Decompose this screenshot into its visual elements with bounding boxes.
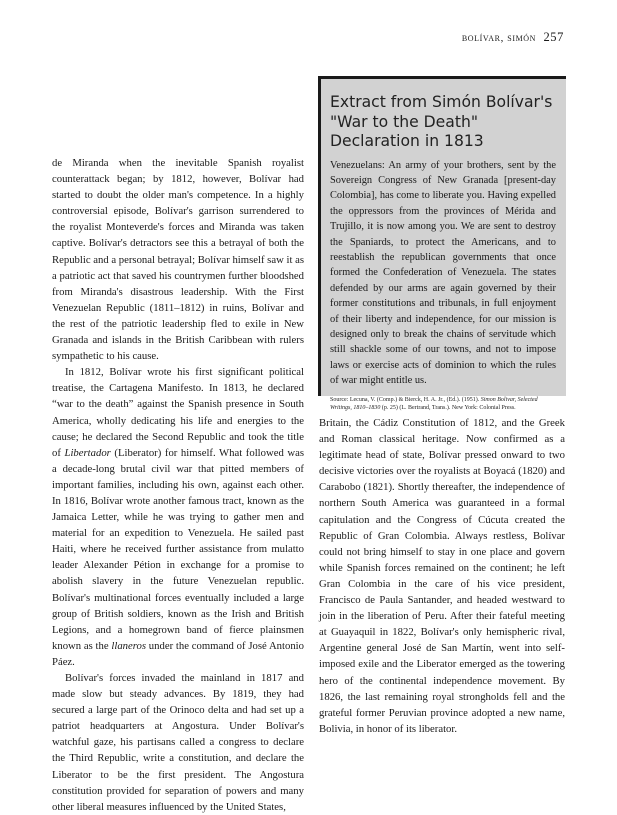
text-run: (Liberator) for himself. What followed was a decade-long brutal civil war that pitted members of important families, including his own, against each other. In 1816, Bolívar wrote another famous tract, known as the Jamaica Letter, while he was trying to gather men and material for an expedition to Venezuela. He sailed past Haiti, where he received further assistance from mulatto leader Alexander Pétion in exchange for a promise to abolish slavery in the future Venezuelan republic. Bolívar's multinational forces eventually included a large group of British soldiers, known as the Irish and British Legions, and a homegrown band of fierce plainsmen known as the — [52, 446, 304, 652]
right-column — [319, 415, 565, 737]
sidebar-body: Venezuelans: An army of your brothers, sent by the Sovereign Congress of New Granada [present-day Colombia], has come to liberate you. Having expelled the oppressors from the provinces of Mérida and Trujillo, it is now among you. We are sent to destroy the Spaniards, to protect the Americans, and to reestablish the republican governments that once formed the Confederation of Venezuela. The states defended by our arms are again governed by their former constitutions and tribunals, in full enjoyment of their liberty and independence, for our mission is designed only to break the chains of servitude which still shackle some of our towns, and not to impose laws or exercise acts of dominion to which the rules of war might entitle us. — [330, 159, 556, 387]
extract-sidebar — [318, 76, 566, 412]
text-run: under the command of José Antonio Páez. — [52, 639, 304, 668]
paragraph: de Miranda when the inevitable Spanish royalist counterattack began; by 1812, however, Bolívar had started to doubt the older man's competence. In a highly controversial episode, Bolívar's garrison surrendered to the royalist Monteverde's forces and Miranda was taken captive. Bolívar's detractors see this a betrayal of both the Republic and a personal betrayal; Bolívar himself saw it as a patriotic act that saved his countrymen further bloodshed from Miranda's disastrous leadership. With the First Venezuelan Republic (1811–1812) in ruins, Bolívar and the rest of the patriotic leadership fled to exile in New Granada and islands in the British Caribbean with rulers sympathetic to his cause. — [52, 157, 304, 363]
italic-term: Libertador — [64, 446, 111, 459]
text-run: In 1812, Bolívar wrote his first significant political treatise, the Cartagena Manifesto. In 1813, he declared “war to the death” against the Spanish presence in South America, wholly dedicating his life and energies to the cause; he declared the Second Republic and took the title of — [52, 366, 304, 459]
source-citation-end: (p. 25) (L. Bertrand, Trans.). New York: Colonial Press. — [380, 405, 516, 412]
sidebar-source — [330, 396, 556, 413]
running-header — [462, 30, 564, 45]
paragraph — [52, 364, 304, 670]
paragraph: Britain, the Cádiz Constitution of 1812, and the Greek and Roman classical heritage. Now confirmed as a legitimate head of state, Bolívar pressed onward to two decisive victories over the royalists at Boyacá (1820) and Carabobo (1821). Shortly thereafter, the independence of northern South America was guaranteed in a formal capitulation and the Congress of Cúcuta created the Republic of Gran Colombia. Always restless, Bolívar could not bring himself to stay in one place and govern while Spanish forces remained on the continent; he left Gran Colombia in the care of his vice president, Francisco de Paula Santander, and headed westward to join in the liberation of Peru. After their fateful meeting at Guayaquil in 1822, Bolívar's only hemispheric rival, Argentine general José de San Martín, went into self-imposed exile and the Liberator emerged as the towering hero of the continental independence movement. By 1826, the last remaining royal strongholds fell and the grateful former Peruvian province adopted a new name, Bolivia, in honor of its liberator. — [319, 417, 565, 735]
left-column — [52, 155, 304, 815]
page-number: 257 — [543, 30, 564, 44]
source-book-title: Simon Bolivar, Selected Writings, 1810–1830 — [330, 396, 538, 412]
sidebar-title: Extract from Simón Bolívar's "War to the Death" Declaration in 1813 — [330, 93, 553, 150]
running-head-title: bolívar, simón — [461, 32, 537, 44]
paragraph: Bolívar's forces invaded the mainland in 1817 and made slow but steady advances. By 1819, they had secured a large part of the Orinoco delta and had set up a patriot headquarters at Angostura. Under Bolívar's watchful gaze, his partisans called a congress to declare the Third Republic, write a constitution, and declare the Liberator to be the first president. The Angostura constitution provided for separation of powers and many other liberal measures influenced by the United States, — [52, 672, 304, 813]
italic-term: llaneros — [111, 639, 147, 652]
source-citation: Source: Lecuna, V. (Comp.) & Bierck, H. A. Jr., (Ed.). (1951). — [330, 396, 481, 403]
